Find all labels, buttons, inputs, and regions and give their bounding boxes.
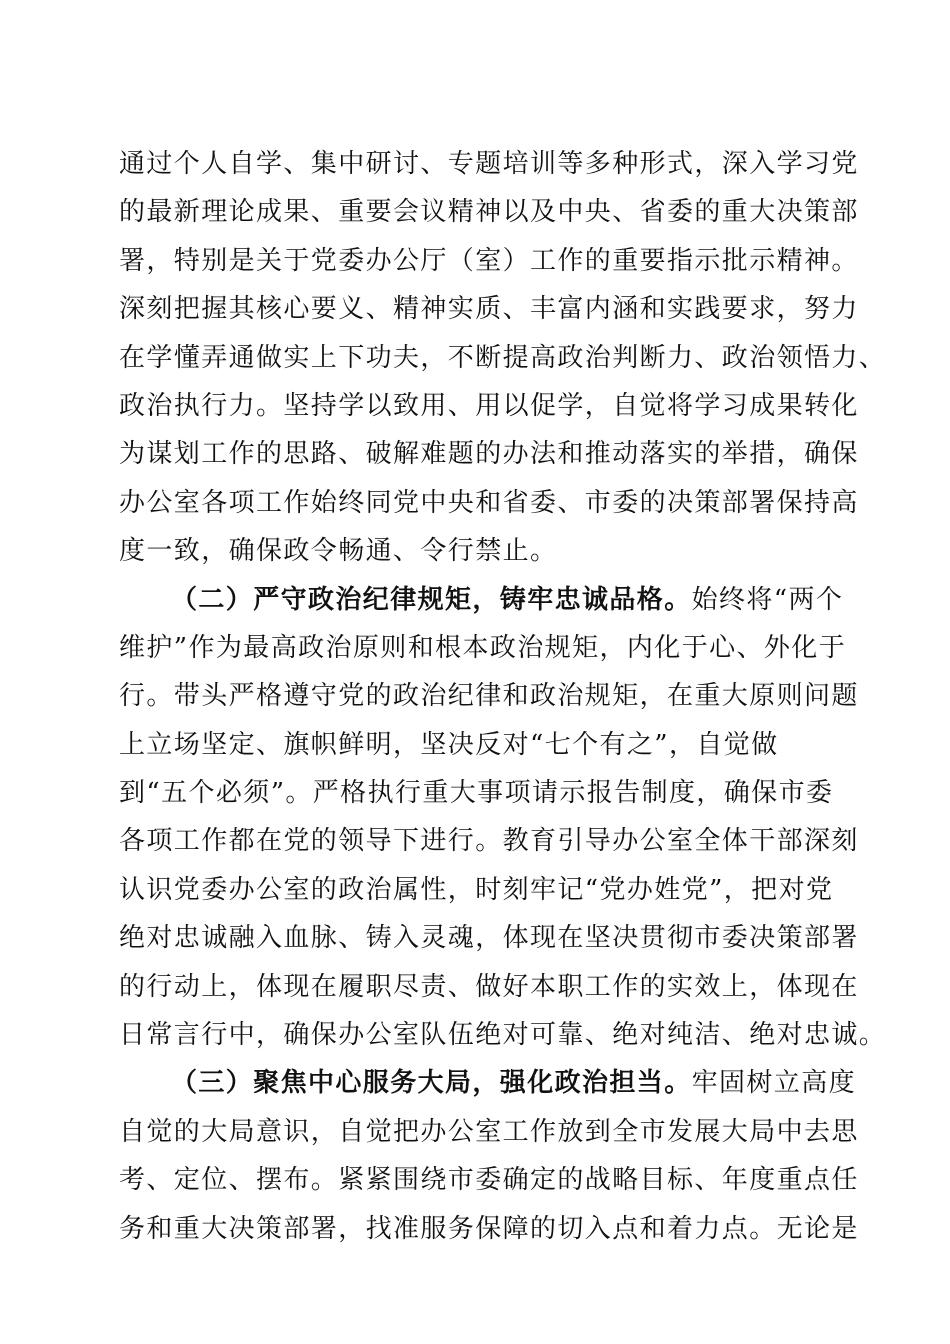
text-line: 绝对忠诚融入血脉、铸入灵魂，体现在坚决贯彻市委决策部署 <box>119 923 859 954</box>
text-line: 各项工作都在党的领导下进行。教育引导办公室全体干部深刻 <box>119 826 859 857</box>
text-line: 办公室各项工作始终同党中央和省委、市委的决策部署保持高 <box>119 487 859 518</box>
text-line: 深刻把握其核心要义、精神实质、丰富内涵和实践要求，努力 <box>119 294 859 325</box>
section-heading: （三）聚焦中心服务大局，强化政治担当。 <box>171 1068 692 1099</box>
text-line: 考、定位、摆布。紧紧围绕市委确定的战略目标、年度重点任 <box>119 1165 859 1196</box>
text-line: 维护”作为最高政治原则和根本政治规矩，内化于心、外化于 <box>119 632 847 663</box>
text-line: 度一致，确保政令畅通、令行禁止。 <box>119 536 558 567</box>
text-line: 署，特别是关于党委办公厅（室）工作的重要指示批示精神。 <box>119 245 859 276</box>
section-first-line <box>119 1059 857 1107</box>
text-line: 行。带头严格遵守党的政治纪律和政治规矩，在重大原则问题 <box>119 681 859 712</box>
text-line: 在学懂弄通做实上下功夫，不断提高政治判断力、政治领悟力、 <box>119 342 887 373</box>
section-heading: （二）严守政治纪律规矩，铸牢忠诚品格。 <box>171 584 692 615</box>
text-line: 通过个人自学、集中研讨、专题培训等多种形式，深入学习党 <box>119 149 859 179</box>
text-line: 自觉的大局意识，自觉把办公室工作放到全市发展大局中去思 <box>119 1116 859 1147</box>
document-body <box>119 140 887 1253</box>
text-line: 到“五个必须”。严格执行重大事项请示报告制度，确保市委 <box>119 778 834 809</box>
text-line: 务和重大决策部署，找准服务保障的切入点和着力点。无论是 <box>119 1213 859 1244</box>
text-line: 认识党委办公室的政治属性，时刻牢记“党办姓党”，把对党 <box>119 874 834 905</box>
text-line: 的最新理论成果、重要会议精神以及中央、省委的重大决策部 <box>119 197 859 228</box>
text-line: 的行动上，体现在履职尽责、做好本职工作的实效上，体现在 <box>119 971 859 1002</box>
text-line: 政治执行力。坚持学以致用、用以促学，自觉将学习成果转化 <box>119 390 859 421</box>
text-line: 上立场坚定、旗帜鲜明，坚决反对“七个有之”，自觉做 <box>119 729 779 760</box>
text-line: 日常言行中，确保办公室队伍绝对可靠、绝对纯洁、绝对忠诚。 <box>119 1020 887 1051</box>
section-first-line-text: 始终将“两个 <box>691 584 844 615</box>
section-first-line-text: 牢固树立高度 <box>691 1068 857 1099</box>
section-first-line <box>119 576 844 624</box>
text-line: 为谋划工作的思路、破解难题的办法和推动落实的举措，确保 <box>119 439 859 470</box>
